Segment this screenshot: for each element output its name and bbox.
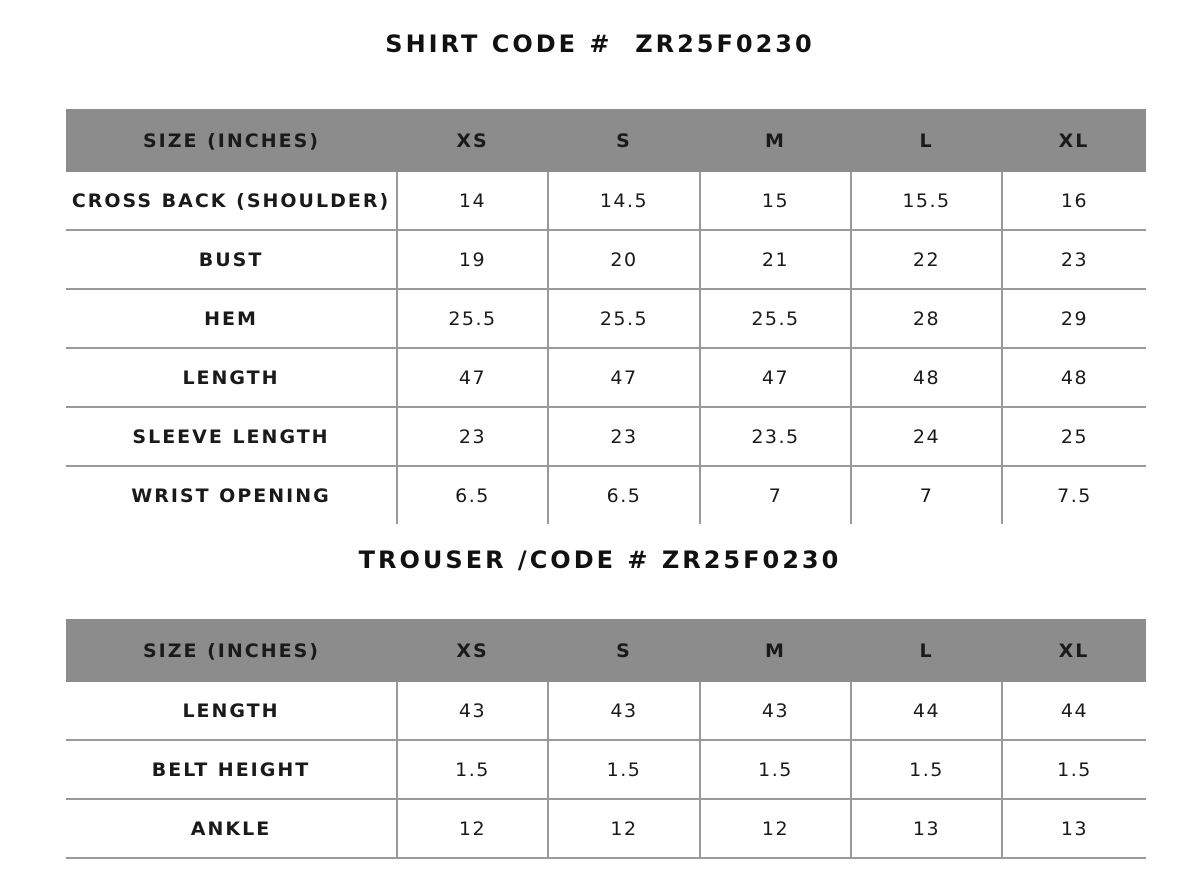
size-column-header: SIZE (INCHES) bbox=[66, 619, 397, 682]
table-cell: 14 bbox=[397, 172, 548, 230]
row-label: CROSS BACK (SHOULDER) bbox=[66, 172, 397, 230]
table-cell: 6.5 bbox=[548, 466, 700, 524]
table-cell: 21 bbox=[700, 230, 851, 289]
table-cell: 25.5 bbox=[700, 289, 851, 348]
row-label: ANKLE bbox=[66, 799, 397, 858]
table-cell: 44 bbox=[851, 682, 1002, 740]
table-cell: 48 bbox=[851, 348, 1002, 407]
row-label: WRIST OPENING bbox=[131, 484, 331, 507]
row-label: BELT HEIGHT bbox=[66, 740, 397, 799]
row-label: LENGTH bbox=[66, 348, 397, 407]
table-cell: 12 bbox=[548, 799, 700, 858]
table-cell: 16 bbox=[1002, 172, 1146, 230]
table-cell: 43 bbox=[548, 682, 700, 740]
size-column-header: SIZE (INCHES) bbox=[66, 109, 397, 172]
shirt-size-table bbox=[66, 109, 1146, 524]
m-column-header: M bbox=[700, 109, 851, 172]
table-cell: 7 bbox=[851, 466, 1002, 524]
table-row bbox=[66, 407, 1146, 466]
table-cell: 1.5 bbox=[700, 740, 851, 799]
xl-column-header: XL bbox=[1002, 619, 1146, 682]
table-cell: 14.5 bbox=[548, 172, 700, 230]
trouser-header-row bbox=[66, 619, 1146, 682]
table-cell: 1.5 bbox=[851, 740, 1002, 799]
table-row bbox=[66, 230, 1146, 289]
table-cell: 47 bbox=[397, 348, 548, 407]
table-cell: 44 bbox=[1002, 682, 1146, 740]
s-column-header: S bbox=[548, 109, 700, 172]
table-cell: 1.5 bbox=[548, 740, 700, 799]
m-column-header: M bbox=[700, 619, 851, 682]
table-cell: 23 bbox=[548, 407, 700, 466]
row-label: LENGTH bbox=[66, 682, 397, 740]
s-column-header: S bbox=[548, 619, 700, 682]
xl-column-header: XL bbox=[1002, 109, 1146, 172]
table-cell: 1.5 bbox=[397, 740, 548, 799]
table-cell: 23 bbox=[1002, 230, 1146, 289]
row-label: BUST bbox=[66, 230, 397, 289]
table-cell: 23.5 bbox=[700, 407, 851, 466]
table-cell: 12 bbox=[700, 799, 851, 858]
table-cell: 6.5 bbox=[397, 466, 548, 524]
table-cell: 1.5 bbox=[1002, 740, 1146, 799]
table-cell: 15.5 bbox=[851, 172, 1002, 230]
table-row bbox=[66, 682, 1146, 740]
table-cell: 19 bbox=[397, 230, 548, 289]
table-row bbox=[66, 172, 1146, 230]
xs-column-header: XS bbox=[397, 619, 548, 682]
table-cell: 25.5 bbox=[548, 289, 700, 348]
row-label: HEM bbox=[66, 289, 397, 348]
shirt-title: SHIRT CODE # ZR25F0230 bbox=[385, 30, 815, 58]
table-cell: 48 bbox=[1002, 348, 1146, 407]
table-cell: 25 bbox=[1002, 407, 1146, 466]
l-column-header: L bbox=[851, 109, 1002, 172]
table-cell: 20 bbox=[548, 230, 700, 289]
table-cell: 13 bbox=[1002, 799, 1146, 858]
table-row bbox=[66, 799, 1146, 858]
table-cell: 12 bbox=[397, 799, 548, 858]
table-cell: 24 bbox=[851, 407, 1002, 466]
table-cell: 28 bbox=[851, 289, 1002, 348]
table-row bbox=[66, 740, 1146, 799]
table-cell: 47 bbox=[700, 348, 851, 407]
shirt-header-row bbox=[66, 109, 1146, 172]
row-label: SLEEVE LENGTH bbox=[66, 407, 397, 466]
l-column-header: L bbox=[851, 619, 1002, 682]
table-cell: 23 bbox=[397, 407, 548, 466]
table-row bbox=[66, 289, 1146, 348]
table-cell: 15 bbox=[700, 172, 851, 230]
table-cell: 29 bbox=[1002, 289, 1146, 348]
table-row bbox=[66, 466, 1146, 524]
table-row bbox=[66, 348, 1146, 407]
table-cell: 43 bbox=[700, 682, 851, 740]
table-cell: 25.5 bbox=[397, 289, 548, 348]
table-cell: 7.5 bbox=[1002, 466, 1146, 524]
table-cell: 47 bbox=[548, 348, 700, 407]
table-cell: 22 bbox=[851, 230, 1002, 289]
trouser-size-table bbox=[66, 619, 1146, 859]
xs-column-header: XS bbox=[397, 109, 548, 172]
table-cell: 13 bbox=[851, 799, 1002, 858]
table-cell: 7 bbox=[700, 466, 851, 524]
table-cell: 43 bbox=[397, 682, 548, 740]
trouser-title: TROUSER /CODE # ZR25F0230 bbox=[358, 546, 842, 574]
